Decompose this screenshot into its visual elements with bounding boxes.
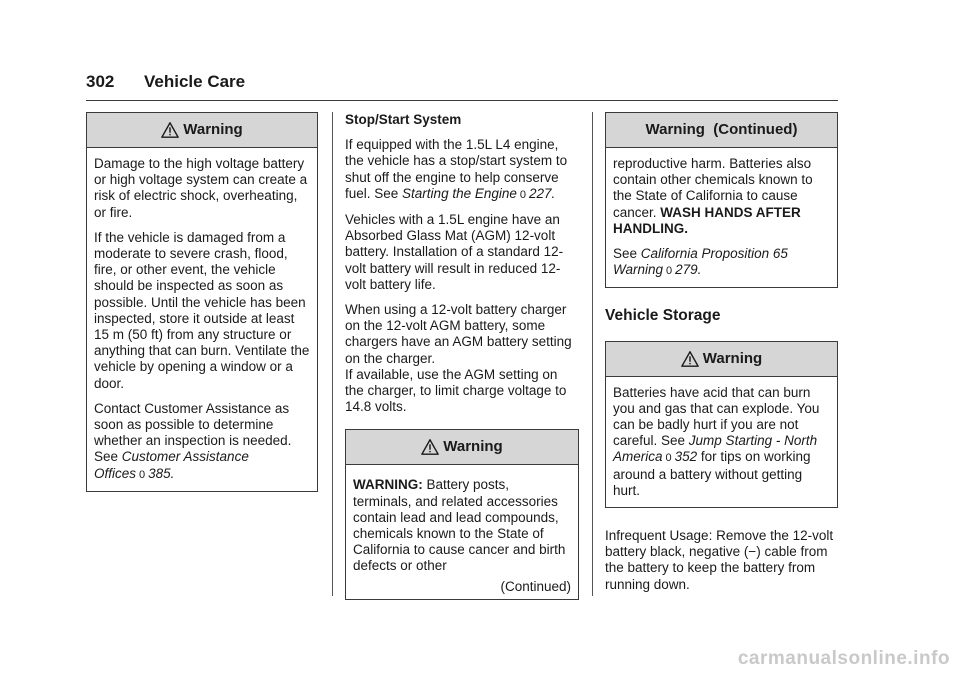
warning-box-battery-acid <box>605 341 838 508</box>
warning-box-high-voltage <box>86 112 318 492</box>
heading-vehicle-storage: Vehicle Storage <box>605 307 721 325</box>
page-number: 302 <box>86 72 115 91</box>
cross-reference-link[interactable]: Jump Starting - North America <box>613 433 818 465</box>
body-paragraph <box>345 302 579 415</box>
page-arrow-icon: 0 <box>666 265 673 278</box>
warning-paragraph <box>353 477 571 574</box>
warning-triangle-icon <box>161 121 179 139</box>
paragraph-text: reproductive harm. Batteries also contain other chemicals known to the State of California to cause cancer. <box>613 156 813 220</box>
body-paragraph: Vehicles with a 1.5L engine have an Absorbed Glass Mat (AGM) 12-volt battery. Installation of a standard 12-volt battery will result in reduced 12-volt battery life. <box>345 212 564 292</box>
paragraph-text: When using a 12-volt battery charger on the 12-volt AGM battery, some chargers have an AGM battery setting on the charger. <box>345 302 572 366</box>
warning-box-lead <box>345 429 579 599</box>
paragraph-text: See <box>613 246 641 262</box>
column-divider <box>592 112 593 596</box>
page-arrow-icon: 0 <box>665 452 672 465</box>
paragraph-text: If available, use the AGM setting on the charger, to limit charge voltage to 14.8 volts. <box>345 366 567 415</box>
watermark: carmanualsonline.info <box>737 648 950 669</box>
warning-header <box>606 342 837 377</box>
page-reference[interactable]: 352 <box>674 449 698 465</box>
warning-box-continued <box>605 112 838 288</box>
page-arrow-icon: 0 <box>139 468 146 481</box>
warning-header <box>606 113 837 148</box>
column-right <box>605 112 838 602</box>
cross-reference-link[interactable]: Starting the Engine <box>402 185 517 201</box>
page-reference[interactable]: 279. <box>675 262 702 278</box>
warning-paragraph <box>613 246 830 279</box>
page-header <box>86 72 838 101</box>
body-paragraph: Infrequent Usage: Remove the 12-volt battery black, negative (−) cable from the battery to keep the battery from running down. <box>605 528 834 592</box>
cross-reference-link[interactable]: Customer Assistance Offices <box>94 449 249 481</box>
warning-triangle-icon <box>681 350 699 368</box>
warning-title: Warning <box>702 349 763 367</box>
continued-label: (Continued) <box>500 578 571 594</box>
column-divider <box>332 112 333 596</box>
paragraph-text: If equipped with the 1.5L L4 engine, the vehicle has a stop/start system to shut off the engine to help conserve fuel. See <box>345 137 568 201</box>
subheading-stop-start: Stop/Start System <box>345 112 462 127</box>
warning-header <box>87 113 317 148</box>
bold-instruction: WASH HANDS AFTER HANDLING. <box>613 204 801 236</box>
page-reference[interactable]: 385. <box>148 465 175 481</box>
warning-paragraph: If the vehicle is damaged from a moderate to severe crash, flood, fire, or other event, the vehicle should be inspected as soon as possible. Until the vehicle has been inspected, store it outside at least 15 m (50 ft) from any structure or anything that can burn. Ventilate the vehicle by opening a window or a door. <box>94 229 310 391</box>
column-middle <box>345 112 579 600</box>
body-paragraph <box>345 137 579 203</box>
paragraph-text: Contact Customer Assistance as soon as possible to determine whether an inspection is needed. See <box>94 400 292 465</box>
paragraph-text: Batteries have acid that can burn you and gas that can explode. You can be badly hurt if you are not careful. See <box>613 384 820 449</box>
warning-paragraph <box>613 156 830 237</box>
warning-paragraph <box>94 401 310 483</box>
warning-paragraph: Damage to the high voltage battery or high voltage system can create a risk of electric shock, overheating, or fire. <box>94 156 308 220</box>
paragraph-text: for tips on working around a battery without getting hurt. <box>613 449 811 498</box>
warning-triangle-icon <box>421 438 439 456</box>
warning-header <box>346 430 578 465</box>
warning-label: WARNING: <box>353 477 423 493</box>
section-title: Vehicle Care <box>144 72 246 91</box>
paragraph-text: Battery posts, terminals, and related accessories contain lead and lead compounds, chemicals known to the State of California to cause cancer and birth defects or other <box>353 477 566 574</box>
warning-title: Warning <box>443 438 503 456</box>
page-reference[interactable]: 227. <box>529 185 556 201</box>
page-arrow-icon: 0 <box>519 188 527 201</box>
cross-reference-link[interactable]: California Proposition 65 Warning <box>613 246 788 278</box>
warning-title: Warning <box>183 120 243 138</box>
warning-paragraph <box>613 385 830 499</box>
column-left <box>86 112 318 492</box>
warning-title: Warning (Continued) <box>645 120 798 138</box>
